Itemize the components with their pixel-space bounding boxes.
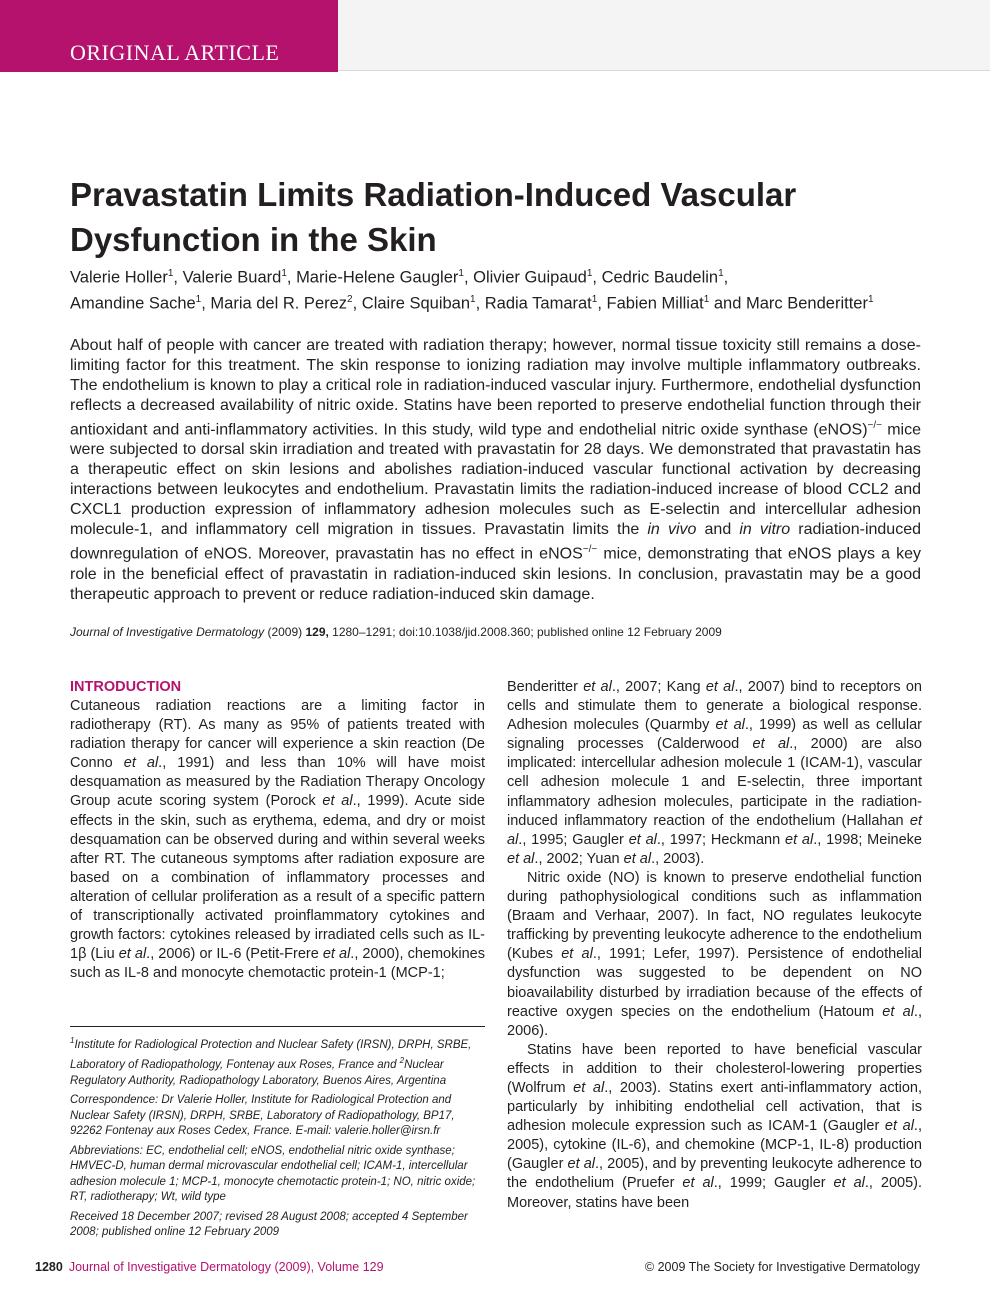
author-affiliation-mark: 1 — [458, 268, 464, 279]
author-affiliation-mark: 1 — [703, 293, 710, 305]
author-name: Amandine Sache — [70, 294, 196, 312]
section-heading-introduction: INTRODUCTION — [70, 679, 182, 695]
article-title: Pravastatin Limits Radiation-Induced Vascular Dysfunction in the Skin — [70, 176, 797, 258]
body-column-right — [507, 678, 922, 1213]
knockout-superscript: −/− — [867, 420, 882, 431]
page-number: 1280 — [35, 1260, 63, 1274]
author-separator: , — [592, 268, 602, 287]
author-affiliation-mark: 1 — [591, 293, 598, 305]
footer-journal: Journal of Investigative Dermatology (2009), Volume 129 — [68, 1260, 384, 1274]
citation-volume: 129, — [305, 625, 329, 639]
author-name: Valerie Holler — [70, 268, 168, 287]
author-affiliation-mark: 1 — [718, 268, 724, 279]
author-name: Cedric Baudelin — [601, 268, 719, 287]
abstract-and: and — [696, 521, 740, 539]
citation-journal: Journal of Investigative Dermatology — [70, 625, 265, 639]
intro-paragraph-1: Cutaneous radiation reactions are a limiting factor in radiotherapy (RT). As many as 95% of patients treated with radiation therapy for cancer will experience a skin reaction (De Conno et al., 1991) and less than 10% will have moist desquamation as measured by the Radiation Therapy Oncology Group acute scoring system (Porock et al., 1999). Acute side effects in the skin, such as erythema, edema, and dry or moist desquamation can be observed during and within several weeks after RT. The cutaneous symptoms after radiation exposure are based on a combination of inflammatory processes and alteration of cellular proliferation as a result of a specific pattern of transcriptionally activated proinflammatory cytokines and growth factors: cytokines released by irradiated cells such as IL-1β (Liu et al., 2006) or IL-6 (Petit-Frere et al., 2000), chemokines such as IL-8 and monocyte chemotactic protein-1 (MCP-1; — [70, 698, 485, 982]
author-name: Olivier Guipaud — [473, 268, 587, 287]
abstract-text-1: About half of people with cancer are treated with radiation therapy; however, normal tissue toxicity still remains a dose-limiting factor for this treatment. The skin response to ionizing radiation may involve multiple inflammatory outbreaks. The endothelium is known to play a critical role in radiation-induced vascular injury. Furthermore, endothelial dysfunction reflects a decreased availability of nitric oxide. Statins have been reported to preserve endothelial function through their antioxidant and anti-inflammatory activities. In this study, wild type and endothelial nitric oxide synthase (eNOS) — [70, 337, 921, 439]
knockout-superscript: −/− — [582, 544, 598, 556]
intro-paragraph-4: Statins have been reported to have beneficial vascular effects in addition to their cholesterol-lowering properties (Wolfrum et al., 2003). Statins exert anti-inflammatory action, particularly by inhibiting endothelial cell activation, that is adhesion molecule expression such as ICAM-1 (Gaugler et al., 2005), cytokine (IL-6), and chemokine (MCP-1, IL-8) production (Gaugler et al., 2005), and by preventing leukocyte adherence to the endothelium (Pruefer et al., 1999; Gaugler et al., 2005). Moreover, statins have been — [507, 1041, 923, 1211]
author-name: Claire Squiban — [361, 294, 471, 312]
author-affiliation-mark: 2 — [347, 293, 353, 305]
article-type-label: ORIGINAL ARTICLE — [70, 40, 280, 65]
footnotes — [70, 1026, 485, 1245]
citation-year: (2009) — [264, 625, 306, 639]
author-name: Radia Tamarat — [484, 294, 592, 312]
author-separator: , — [286, 268, 297, 287]
author-affiliation-mark: 1 — [867, 293, 874, 305]
author-list — [70, 263, 940, 314]
abstract-in-vivo: in vivo — [647, 521, 697, 539]
author-name: Marc Benderitter — [745, 294, 868, 312]
footnote-abbreviations: Abbreviations: EC, endothelial cell; eNOS, endothelial nitric oxide synthase; HMVEC-D, human dermal microvascular endothelial cell; ICAM-1, intercellular adhesion molecule 1; MCP-1, monocyte chemotactic protein-1; NO, nitric oxide; RT, radiotherapy; Wt, wild type — [70, 1144, 476, 1204]
footnote-correspondence: Correspondence: Dr Valerie Holler, Institute for Radiological Protection and Nuclear Safety (IRSN), DRPH, SRBE, Laboratory of Radiopathology, BP17, 92262 Fontenay aux Roses Cedex, France. E-mail: valerie.holler@irsn.fr — [70, 1094, 455, 1138]
footnote-received: Received 18 December 2007; revised 28 August 2008; accepted 4 September 2008; published online 12 February 2009 — [70, 1210, 468, 1239]
author-separator: and — [709, 294, 746, 312]
author-separator: , — [201, 294, 211, 312]
author-affiliation-mark: 1 — [281, 268, 287, 279]
author-name: Marie-Helene Gaugler — [296, 268, 459, 287]
author-separator: , — [475, 294, 485, 312]
intro-paragraph-2: Benderitter et al., 2007; Kang et al., 2007) bind to receptors on cells and stimulate them to generate a biological response. Adhesion molecules (Quarmby et al., 1999) as well as cellular signaling processes (Calderwood et al., 2000) are also implicated: intercellular adhesion molecule 1 (ICAM-1), vascular cell adhesion molecule 1 and E-selectin, three important inflammatory adhesion molecules, participate in the radiation-induced inflammatory reaction of the endothelium (Hallahan et al., 1995; Gaugler et al., 1997; Heckmann et al., 1998; Meineke et al., 2002; Yuan et al., 2003). — [507, 679, 922, 867]
abstract — [70, 336, 921, 605]
abstract-text-4: mice, demonstrating that eNOS plays a key role in the beneficial effect of pravastatin in radiation-induced skin lesions. In conclusion, pravastatin may be a good therapeutic approach to prevent or reduce radiation-induced skin damage. — [70, 545, 921, 603]
intro-paragraph-3: Nitric oxide (NO) is known to preserve endothelial function during pathophysiological conditions such as inflammation (Braam and Verhaar, 2007). In fact, NO regulates leukocyte trafficking by preventing leukocyte adherence to the endothelium (Kubes et al., 1991; Lefer, 1997). Persistence of endothelial dysfunction was suggested to be dependent on NO bioavailability disturbed by irradiation because of the effects of reactive oxygen species on the endothelium (Hatoum et al., 2006). — [507, 869, 922, 1039]
citation-details: 1280–1291; doi:10.1038/jid.2008.360; published online 12 February 2009 — [328, 625, 722, 639]
author-separator: , — [352, 294, 362, 312]
author-separator: , — [597, 294, 607, 312]
citation-line — [70, 624, 921, 640]
body-column-left — [70, 678, 485, 983]
abstract-text-2: mice were subjected to dorsal skin irradiation and treated with pravastatin for 28 days. We demonstrated that pravastatin has a therapeutic effect on skin lesions and abolishes radiation-induced vascular functional activation by decreasing interactions between leukocytes and endothelium. Pravastatin limits the radiation-induced increase of blood CCL2 and CXCL1 production expression of inflammatory adhesion molecules such as E-selectin and intercellular adhesion molecule-1, and inflammatory cell migration in tissues. Pravastatin limits the — [70, 421, 921, 539]
author-separator: , — [173, 268, 183, 287]
abstract-in-vitro: in vitro — [739, 521, 791, 539]
author-name: Fabien Milliat — [606, 294, 704, 312]
author-affiliation-mark: 1 — [167, 268, 174, 279]
author-affiliation-mark: 1 — [470, 293, 476, 305]
abstract-text-3: radiation-induced downregulation of eNOS. Moreover, pravastatin has no effect in eNOS — [70, 521, 922, 563]
copyright-notice: © 2009 The Society for Investigative Dermatology — [644, 1260, 920, 1274]
author-affiliation-mark: 1 — [586, 268, 593, 279]
header-band — [338, 0, 990, 71]
page-footer-left — [35, 1260, 384, 1274]
author-affiliation-mark: 1 — [195, 293, 202, 305]
author-name: Valerie Buard — [182, 268, 282, 287]
author-name: Maria del R. Perez — [210, 294, 348, 312]
author-separator: , — [463, 268, 474, 287]
footnote-affiliations: $^1$Institute for Radiological Protection and Nuclear Safety (IRSN), DRPH, SRBE, Laboratory of Radiopathology, Fontenay aux Roses, France and $^2$Nuclear Regulatory Authority, Radiopathology Laboratory, Buenos Aires, Argentina — [70, 1036, 472, 1087]
author-separator: , — [723, 268, 729, 287]
